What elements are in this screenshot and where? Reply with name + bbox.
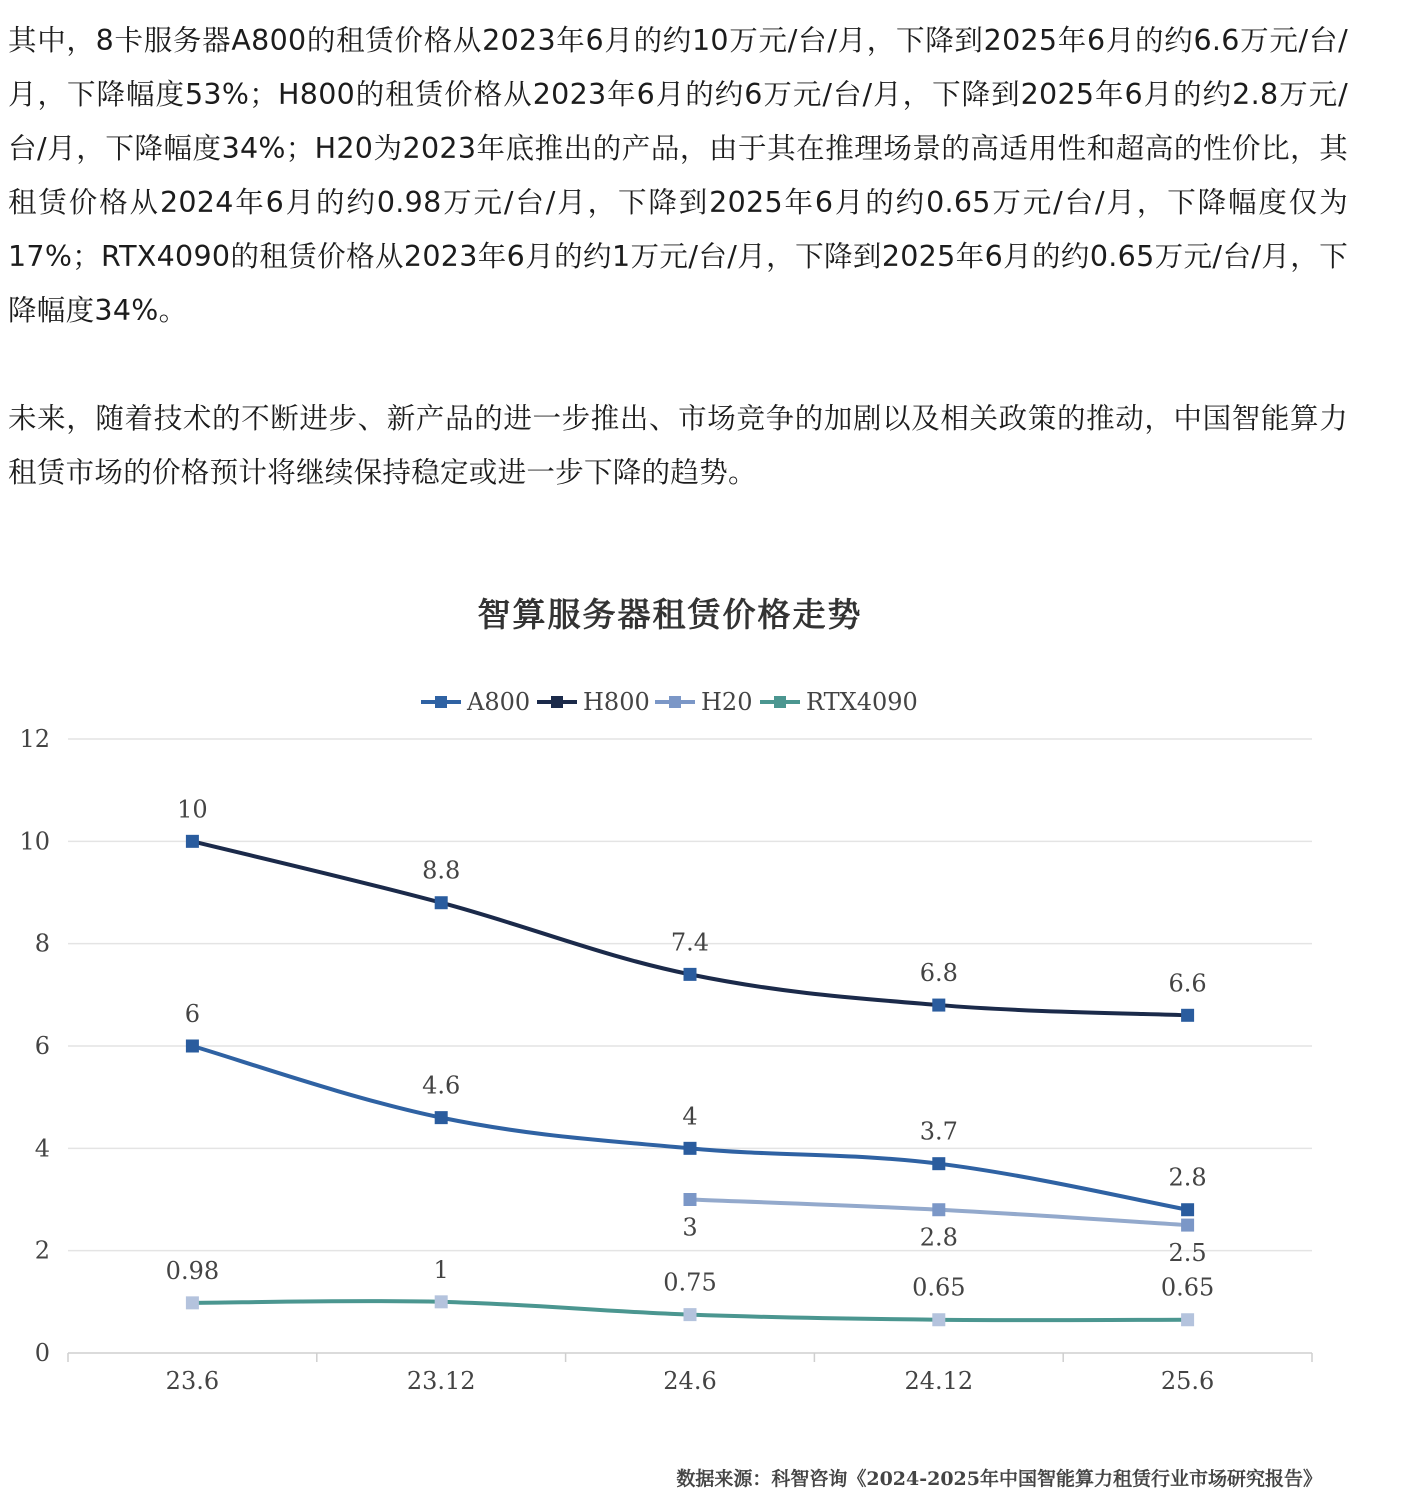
data-label: 2.8 bbox=[919, 1223, 958, 1252]
x-tick-label: 23.6 bbox=[165, 1367, 220, 1395]
data-point bbox=[932, 999, 945, 1012]
data-label: 4.6 bbox=[422, 1071, 461, 1100]
article-body bbox=[8, 14, 1348, 500]
data-point bbox=[435, 1111, 448, 1124]
legend-label: A800 bbox=[467, 688, 531, 716]
data-point bbox=[186, 835, 199, 848]
data-label: 6 bbox=[184, 1000, 201, 1028]
x-tick-label: 24.6 bbox=[663, 1367, 717, 1395]
data-label: 0.75 bbox=[663, 1268, 717, 1297]
legend-label: RTX4090 bbox=[806, 688, 918, 716]
legend-label: H800 bbox=[583, 688, 650, 716]
paragraph-price-decline: 其中，8卡服务器A800的租赁价格从2023年6月的约10万元/台/月，下降到2025年6月的约6.6万元/台/月，下降幅度53%；H800的租赁价格从2023年6月的约6万元/台/月，下降到2025年6月的约2.8万元/台/月，下降幅度34%；H20为2023年底推出的产品，由于其在推理场景的高适用性和超高的性价比，其租赁价格从2024年6月的约0.98万元/台/月，下降到2025年6月的约0.65万元/台/月，下降幅度仅为17%；RTX4090的租赁价格从2023年6月的约1万元/台/月，下降到2025年6月的约0.65万元/台/月，下降幅度34%。 bbox=[8, 24, 1348, 327]
data-label: 4 bbox=[682, 1102, 698, 1131]
data-point bbox=[932, 1313, 945, 1326]
y-tick-label: 10 bbox=[19, 827, 50, 856]
data-point bbox=[684, 968, 697, 981]
x-axis bbox=[68, 1353, 1312, 1395]
data-point bbox=[1181, 1009, 1194, 1022]
data-point bbox=[186, 1296, 199, 1309]
data-point bbox=[932, 1157, 945, 1170]
data-label: 1 bbox=[433, 1255, 449, 1284]
data-label: 0.98 bbox=[165, 1256, 220, 1285]
data-label: 8.8 bbox=[422, 856, 461, 885]
y-tick-label: 4 bbox=[34, 1134, 50, 1163]
x-tick-label: 23.12 bbox=[406, 1367, 476, 1395]
data-point bbox=[684, 1308, 697, 1321]
data-point bbox=[1181, 1203, 1194, 1216]
y-tick-label: 0 bbox=[34, 1339, 50, 1367]
data-point bbox=[932, 1203, 945, 1216]
data-label: 6.6 bbox=[1168, 969, 1207, 998]
chart-series bbox=[186, 835, 1194, 1326]
data-label: 2.8 bbox=[1168, 1163, 1207, 1192]
x-tick-label: 25.6 bbox=[1160, 1367, 1215, 1395]
legend-label: H20 bbox=[701, 688, 753, 716]
data-label: 0.65 bbox=[1160, 1273, 1215, 1302]
data-point bbox=[1181, 1313, 1194, 1326]
y-tick-label: 6 bbox=[34, 1032, 50, 1060]
paragraph-future-outlook: 未来，随着技术的不断进步、新产品的进一步推出、市场竞争的加剧以及相关政策的推动，中国智能算力租赁市场的价格预计将继续保持稳定或进一步下降的趋势。 bbox=[8, 402, 1348, 489]
y-tick-label: 8 bbox=[34, 929, 50, 958]
y-tick-label: 2 bbox=[34, 1236, 50, 1265]
data-point bbox=[1181, 1219, 1194, 1232]
legend-marker bbox=[551, 696, 563, 708]
data-point bbox=[186, 1040, 199, 1053]
data-point bbox=[435, 1295, 448, 1308]
data-point bbox=[684, 1193, 697, 1206]
data-label: 2.5 bbox=[1168, 1239, 1207, 1268]
legend-marker bbox=[669, 696, 681, 708]
data-point bbox=[435, 896, 448, 909]
data-label: 7.4 bbox=[670, 928, 710, 957]
data-label: 3 bbox=[682, 1213, 698, 1242]
y-axis bbox=[19, 725, 50, 1367]
data-label: 10 bbox=[177, 795, 208, 824]
price-trend-chart bbox=[0, 560, 1404, 1500]
data-label: 6.8 bbox=[919, 959, 958, 988]
chart-legend bbox=[421, 688, 918, 716]
data-label: 0.65 bbox=[912, 1273, 966, 1302]
chart-title: 智算服务器租赁价格走势 bbox=[477, 595, 863, 634]
y-tick-label: 12 bbox=[19, 725, 50, 753]
data-point bbox=[684, 1142, 697, 1155]
data-label: 3.7 bbox=[919, 1117, 958, 1146]
chart-source-note: 数据来源：科智咨询《2024-2025年中国智能算力租赁行业市场研究报告》 bbox=[676, 1468, 1322, 1490]
chart-gridlines bbox=[68, 739, 1312, 1251]
legend-marker bbox=[774, 696, 786, 708]
x-tick-label: 24.12 bbox=[904, 1367, 974, 1395]
legend-marker bbox=[435, 696, 447, 708]
